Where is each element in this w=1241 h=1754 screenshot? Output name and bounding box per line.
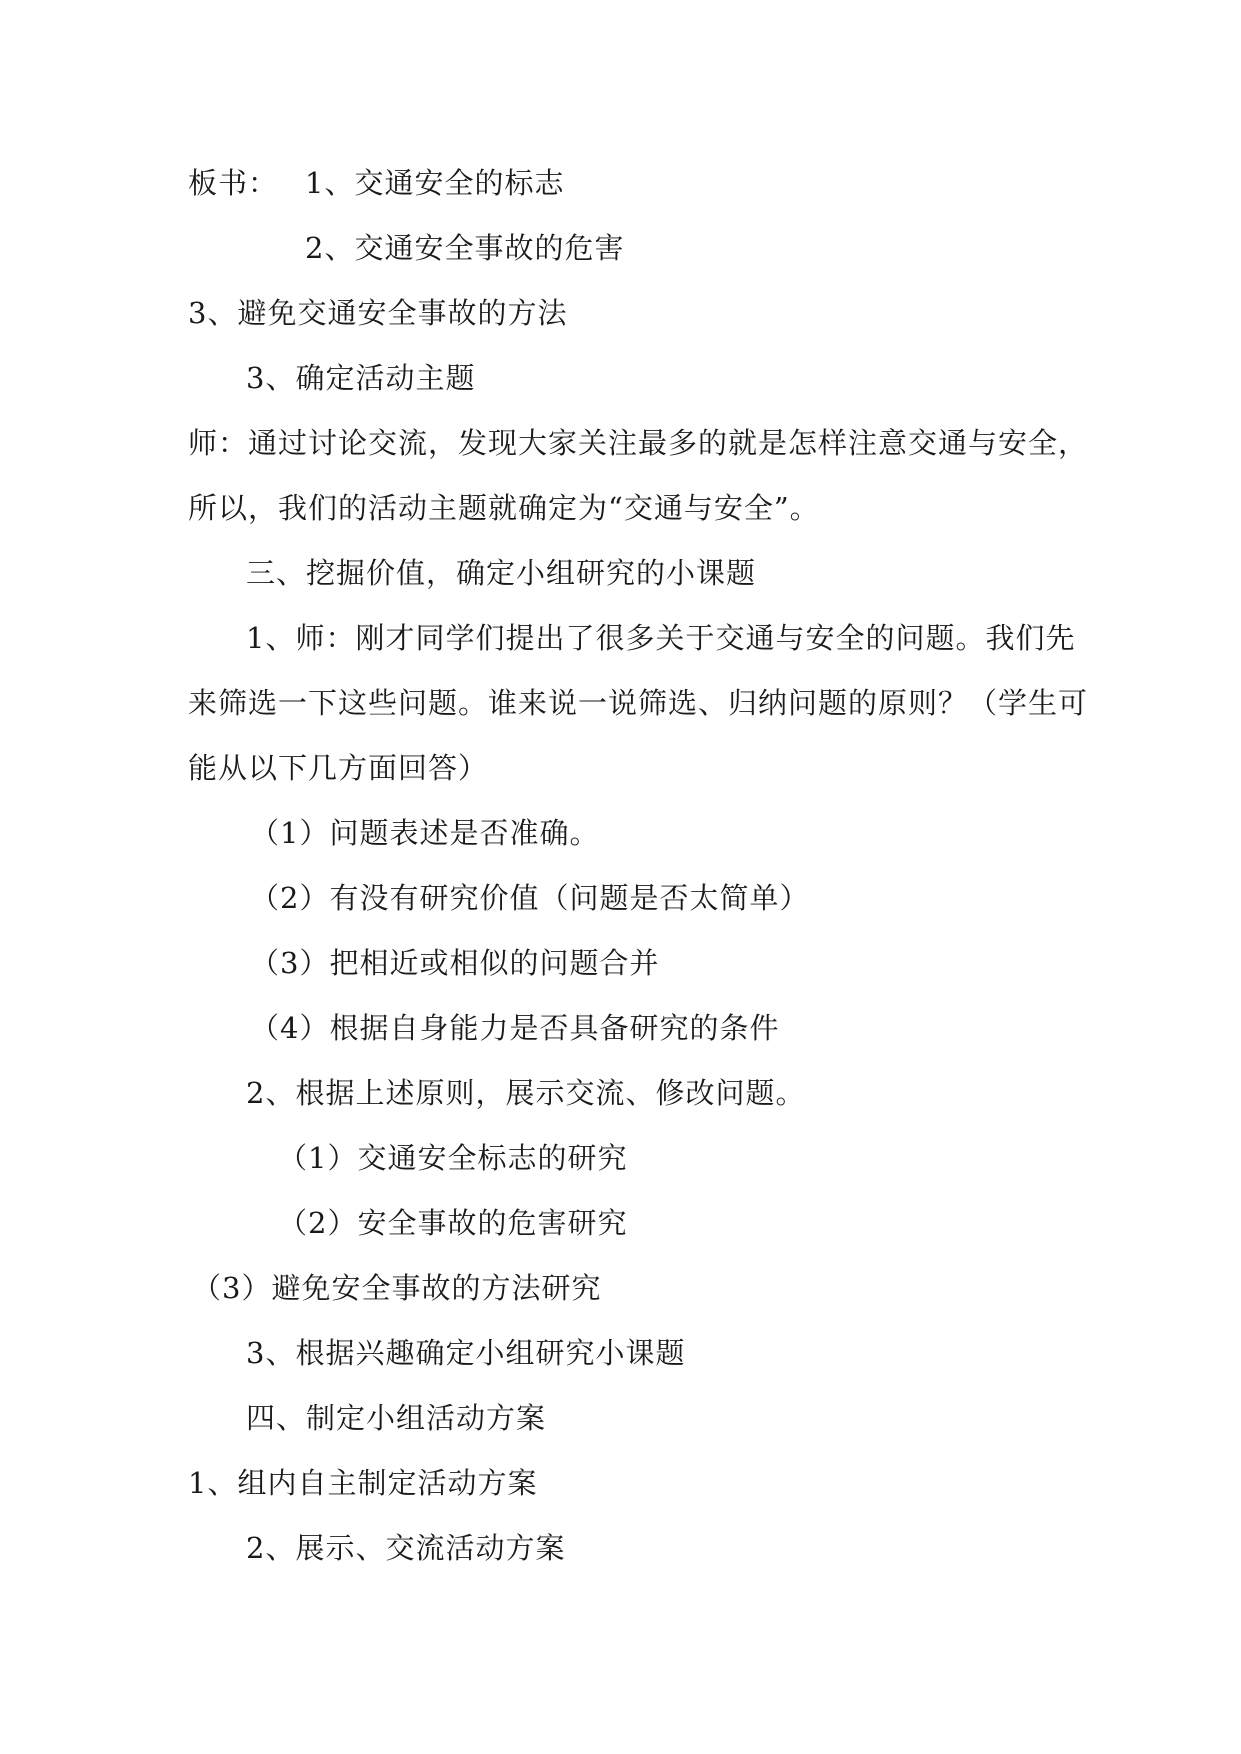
- board-item-2: 2、交通安全事故的危害: [305, 231, 625, 265]
- section-heading: 四、制定小组活动方案: [246, 1401, 547, 1435]
- list-item: （2）有没有研究价值（问题是否太简单）: [250, 881, 810, 915]
- paragraph-line: 能从以下几方面回答）: [188, 751, 489, 785]
- list-item: （2）安全事故的危害研究: [278, 1206, 628, 1240]
- section-heading: 三、挖掘价值，确定小组研究的小课题: [246, 556, 757, 590]
- list-item: （1）交通安全标志的研究: [278, 1141, 628, 1175]
- section-heading: 3、确定活动主题: [246, 361, 476, 395]
- list-item: （1）问题表述是否准确。: [250, 816, 600, 850]
- paragraph-line: 2、根据上述原则，展示交流、修改问题。: [246, 1076, 806, 1110]
- board-item-1: 1、交通安全的标志: [305, 166, 565, 200]
- board-item-3: 3、避免交通安全事故的方法: [188, 296, 568, 330]
- paragraph-line: 师：通过讨论交流，发现大家关注最多的就是怎样注意交通与安全，: [188, 426, 1089, 460]
- board-notes-label: 板书：: [188, 166, 279, 200]
- paragraph-line: 来筛选一下这些问题。谁来说一说筛选、归纳问题的原则？（学生可: [188, 686, 1089, 720]
- paragraph-line: 所以，我们的活动主题就确定为“交通与安全”。: [188, 491, 820, 525]
- paragraph-line: 1、师：刚才同学们提出了很多关于交通与安全的问题。我们先: [246, 621, 1076, 655]
- list-item: （3）把相近或相似的问题合并: [250, 946, 660, 980]
- paragraph-line: 3、根据兴趣确定小组研究小课题: [246, 1336, 686, 1370]
- list-item: （4）根据自身能力是否具备研究的条件: [250, 1011, 780, 1045]
- list-item: （3）避免安全事故的方法研究: [192, 1271, 602, 1305]
- paragraph-line: 1、组内自主制定活动方案: [188, 1466, 538, 1500]
- paragraph-line: 2、展示、交流活动方案: [246, 1531, 566, 1565]
